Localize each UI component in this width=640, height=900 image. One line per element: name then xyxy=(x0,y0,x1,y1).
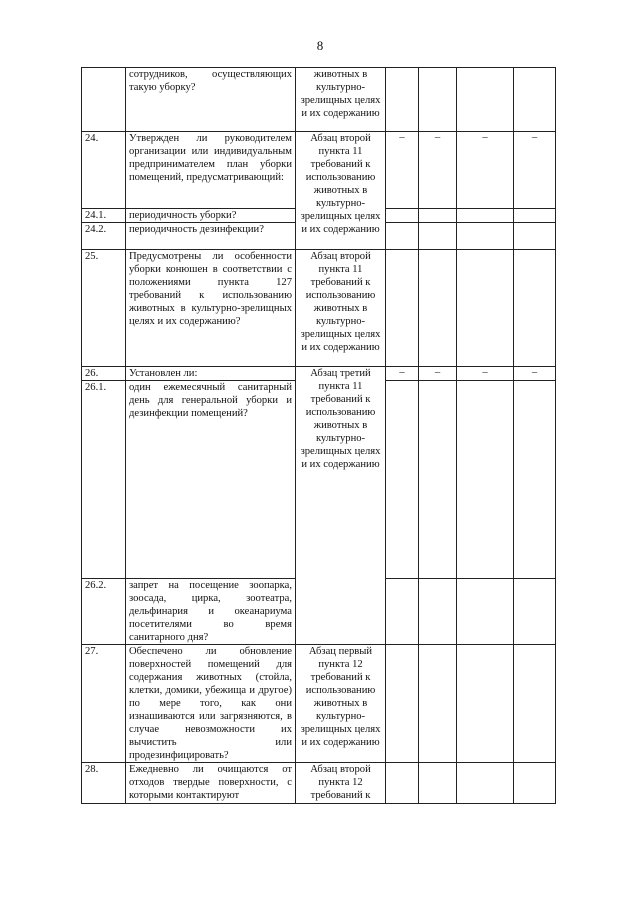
answer-cell xyxy=(386,381,419,579)
answer-dash: – xyxy=(399,132,405,143)
table-row xyxy=(82,250,556,367)
row-number: 24.1. xyxy=(82,209,126,223)
answer-cell xyxy=(419,223,457,250)
answer-cell xyxy=(457,763,514,804)
answer-cell xyxy=(514,68,556,132)
row-number: 28. xyxy=(82,763,126,804)
answer-cell xyxy=(514,579,556,645)
question-cell: периодичность дезинфекции? xyxy=(126,223,296,250)
question-cell: Утвержден ли руководителем организации или индивидуальным предпринимателем план уборки помещений, предусматривающий: xyxy=(126,132,296,209)
answer-cell xyxy=(514,132,556,209)
question-cell: сотрудников, осуществляющих такую уборку? xyxy=(126,68,296,132)
row-number: 26. xyxy=(82,367,126,381)
row-number: 26.2. xyxy=(82,579,126,645)
table-row xyxy=(82,68,556,132)
answer-cell xyxy=(457,250,514,367)
answer-cell xyxy=(457,132,514,209)
answer-cell xyxy=(514,381,556,579)
answer-dash: – xyxy=(399,367,405,378)
answer-cell xyxy=(386,763,419,804)
question-cell: Предусмотрены ли особенности уборки конюшен в соответствии с положениями пункта 127 требований к использованию животных в культурно-зрелищных целях и их содержанию? xyxy=(126,250,296,367)
answer-cell xyxy=(514,209,556,223)
answer-cell xyxy=(386,367,419,381)
row-number: 25. xyxy=(82,250,126,367)
answer-cell xyxy=(386,132,419,209)
answer-cell xyxy=(419,68,457,132)
row-number xyxy=(82,68,126,132)
reference-cell: Абзац второй пункта 11 требований к использованию животных в культурно-зрелищных целях и их содержанию xyxy=(296,250,386,367)
answer-cell xyxy=(457,223,514,250)
answer-cell xyxy=(419,250,457,367)
answer-cell xyxy=(386,579,419,645)
answer-cell xyxy=(457,381,514,579)
row-number: 24.2. xyxy=(82,223,126,250)
answer-cell xyxy=(419,645,457,763)
answer-cell xyxy=(514,763,556,804)
row-number: 27. xyxy=(82,645,126,763)
question-cell: Обеспечено ли обновление поверхностей помещений для содержания животных (стойла, клетки, домики, убежища и другое) по мере того, как они изнашиваются или загрязняются, в случае невозможности их вычистить или продезинфицировать? xyxy=(126,645,296,763)
answer-dash: – xyxy=(482,132,488,143)
row-number: 24. xyxy=(82,132,126,209)
answer-cell xyxy=(419,381,457,579)
answer-cell xyxy=(386,209,419,223)
answer-dash: – xyxy=(482,367,488,378)
answer-cell xyxy=(514,250,556,367)
checklist-table xyxy=(81,67,556,804)
question-cell: Установлен ли: xyxy=(126,367,296,381)
reference-cell: Абзац третий пункта 11 требований к использованию животных в культурно-зрелищных целях и их содержанию xyxy=(296,367,386,645)
answer-cell xyxy=(514,223,556,250)
answer-cell xyxy=(457,367,514,381)
answer-cell xyxy=(386,223,419,250)
table-row xyxy=(82,763,556,804)
answer-dash: – xyxy=(531,367,538,378)
question-cell: Ежедневно ли очищаются от отходов твердые поверхности, с которыми контактируют xyxy=(126,763,296,804)
answer-dash: – xyxy=(531,132,538,143)
answer-cell xyxy=(386,645,419,763)
question-cell: запрет на посещение зоопарка, зоосада, цирка, зоотеатра, дельфинария и океанариума посетителями во время санитарного дня? xyxy=(126,579,296,645)
reference-cell: Абзац второй пункта 12 требований к xyxy=(296,763,386,804)
answer-cell xyxy=(514,645,556,763)
answer-cell xyxy=(419,579,457,645)
answer-cell xyxy=(419,209,457,223)
reference-cell: Абзац второй пункта 11 требований к использованию животных в культурно-зрелищных целях и их содержанию xyxy=(296,132,386,250)
page-number: 8 xyxy=(316,38,324,53)
table-row xyxy=(82,132,556,209)
question-cell: один ежемесячный санитарный день для генеральной уборки и дезинфекции помещений? xyxy=(126,381,296,579)
answer-cell xyxy=(514,367,556,381)
row-number: 26.1. xyxy=(82,381,126,579)
reference-cell: Абзац первый пункта 12 требований к использованию животных в культурно-зрелищных целях и их содержанию xyxy=(296,645,386,763)
answer-dash: – xyxy=(434,367,441,378)
answer-cell xyxy=(457,579,514,645)
answer-cell xyxy=(457,645,514,763)
table-row xyxy=(82,645,556,763)
answer-cell xyxy=(457,68,514,132)
answer-cell xyxy=(457,209,514,223)
answer-dash: – xyxy=(434,132,441,143)
question-cell: периодичность уборки? xyxy=(126,209,296,223)
reference-cell: животных в культурно-зрелищных целях и их содержанию xyxy=(296,68,386,132)
answer-cell xyxy=(419,132,457,209)
table-row xyxy=(82,367,556,381)
answer-cell xyxy=(386,250,419,367)
answer-cell xyxy=(419,367,457,381)
answer-cell xyxy=(419,763,457,804)
answer-cell xyxy=(386,68,419,132)
